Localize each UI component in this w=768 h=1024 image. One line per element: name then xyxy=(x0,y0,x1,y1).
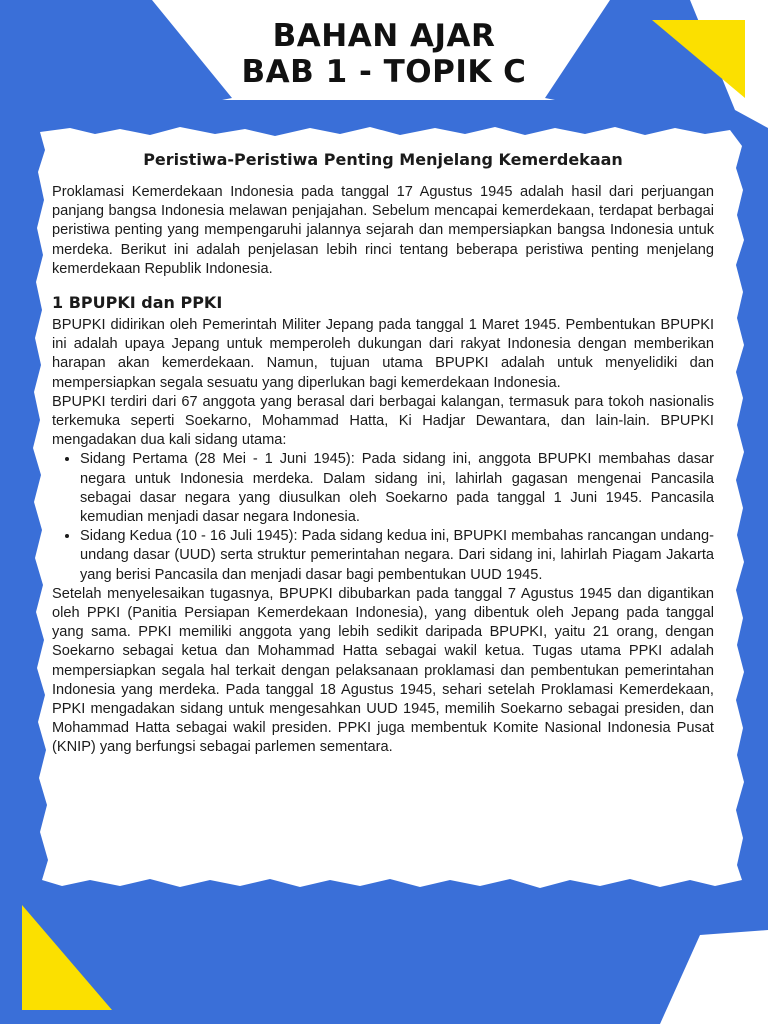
document-title: Peristiwa-Peristiwa Penting Menjelang Kemerdekaan xyxy=(143,150,623,169)
bullet-item-2: • Sidang Kedua (10 - 16 Juli 1945): Pada sidang kedua ini, BPUPKI membahas rancangan undang-undang dasar (UUD) serta struktur pemerintahan negara. Dari sidang ini, lahirlah Piagam Jakarta yang berisi Pancasila dan menjadi dasar bagi pembentukan UUD 1945. xyxy=(80,527,714,585)
page-header xyxy=(0,18,768,90)
intro-paragraph: Proklamasi Kemerdekaan Indonesia pada tanggal 17 Agustus 1945 adalah hasil dari perjuangan panjang bangsa Indonesia melawan penjajahan. Sebelum mencapai kemerdekaan, terdapat berbagai peristiwa penting yang mempengaruhi jalannya sejarah dan mempersiapkan bangsa Indonesia untuk merdeka. Berikut ini adalah penjelasan lebih rinci tentang beberapa peristiwa penting menjelang kemerdekaan Republik Indonesia. xyxy=(52,184,714,277)
header-title-line2: BAB 1 - TOPIK C xyxy=(241,54,527,90)
paragraph-1: BPUPKI didirikan oleh Pemerintah Militer Jepang pada tanggal 1 Maret 1945. Pembentukan BPUPKI ini adalah upaya Jepang untuk memperoleh dukungan dari rakyat Indonesia dengan memberikan harapan akan kemerdekaan. Namun, tujuan utama BPUPKI adalah untuk menyelidiki dan mempersiapkan segala sesuatu yang diperlukan bagi kemerdekaan Indonesia. xyxy=(52,317,714,391)
paragraph-3: Setelah menyelesaikan tugasnya, BPUPKI dibubarkan pada tanggal 7 Agustus 1945 dan digantikan oleh PPKI (Panitia Persiapan Kemerdekaan Indonesia), yang dibentuk oleh Jepang pada tanggal yang sama. PPKI memiliki anggota yang lebih sedikit daripada BPUPKI, yaitu 21 orang, dengan Soekarno sebagai ketua dan Mohammad Hatta sebagai wakil ketua. Tugas utama PPKI adalah mempersiapkan segala hal terkait dengan pelaksanaan proklamasi dan pembentukan pemerintahan Indonesia yang merdeka. Pada tanggal 18 Agustus 1945, sehari setelah Proklamasi Kemerdekaan, PPKI mengadakan sidang untuk mengesahkan UUD 1945, memilih Soekarno sebagai presiden, dan Mohammad Hatta sebagai wakil presiden. PPKI juga membentuk Komite Nasional Indonesia Pusat (KNIP) yang berfungsi sebagai parlemen sementara. xyxy=(52,585,714,756)
section-title: 1 BPUPKI dan PPKI xyxy=(52,293,223,313)
bullet-list xyxy=(52,450,714,584)
document-content xyxy=(52,150,714,758)
bullet-item-1: • Sidang Pertama (28 Mei - 1 Juni 1945): Pada sidang ini, anggota BPUPKI membahas dasar negara untuk Indonesia merdeka. Dalam sidang ini, lahirlah gagasan mengenai Pancasila sebagai dasar negara yang diusulkan oleh Soekarno pada tanggal 1 Juni 1945. Pancasila kemudian menjadi dasar negara Indonesia. xyxy=(80,450,714,527)
header-title-line1: BAHAN AJAR xyxy=(272,18,496,54)
paragraph-2: BPUPKI terdiri dari 67 anggota yang berasal dari berbagai kalangan, termasuk para tokoh nasionalis terkemuka seperti Soekarno, Mohammad Hatta, Ki Hadjar Dewantara, dan lain-lain. BPUPKI mengadakan dua kali sidang utama: xyxy=(52,393,714,449)
